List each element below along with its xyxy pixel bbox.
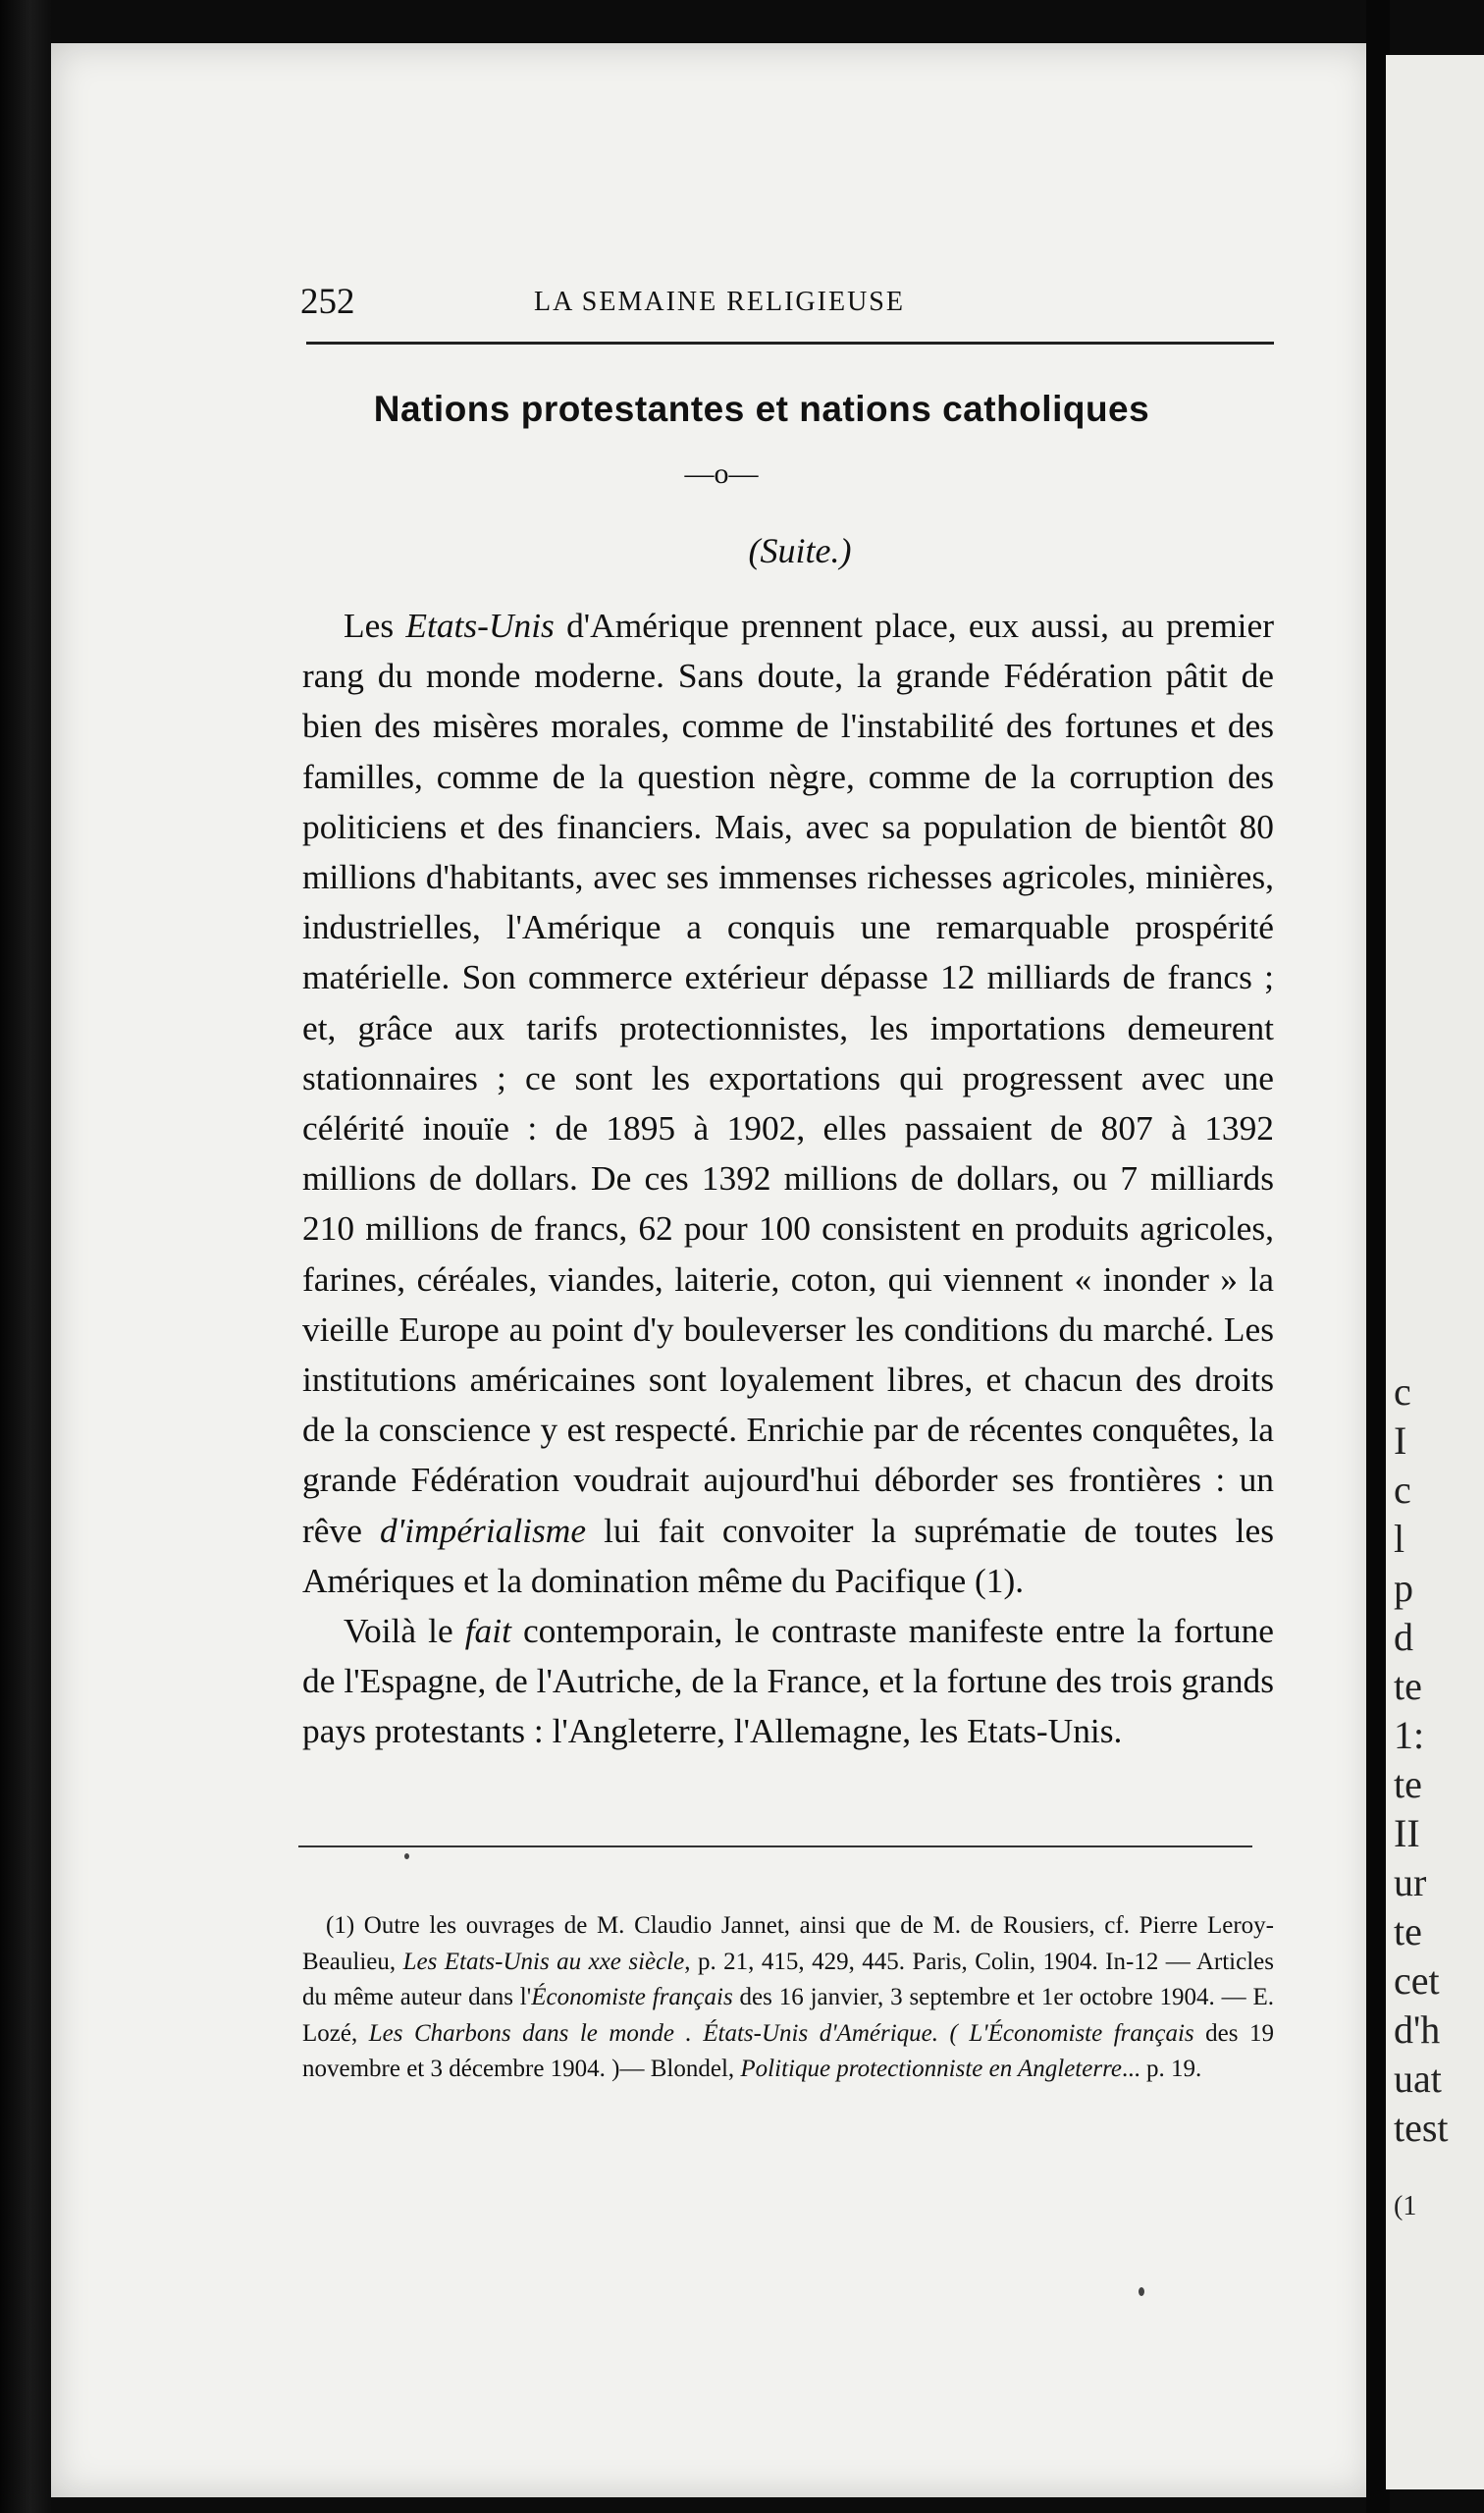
facing-page-text: p	[1394, 1566, 1413, 1610]
facing-page-text: 1:	[1394, 1713, 1425, 1757]
facing-page-text: l	[1394, 1517, 1405, 1561]
facing-page-text: te	[1394, 1664, 1422, 1708]
article-body	[302, 601, 1274, 1757]
text-run: d'Amérique prennent place, eux aussi, au premier rang du monde moderne. Sans doute, la grande Fédération pâtit de bien des misères morales, comme de l'instabilité des fortunes et des familles, comme de la question nègre, comme de la corruption des politiciens et des financiers. Mais, avec sa population de bientôt 80 millions d'habitants, avec ses immenses richesses agricoles, minières, industrielles, l'Amérique a conquis une remarquable prospérité matérielle. Son commerce extérieur dépasse 12 milliards de francs ; et, grâce aux tarifs protectionnistes, les importations demeurent stationnaires ; ce sont les exportations qui progressent avec une célérité inouïe : de 1895 à 1902, elles passaient de 807 à 1392 millions de dollars. De ces 1392 millions de dollars, ou 7 milliards 210 millions de francs, 62 pour 100 consistent en produits agricoles, farines, céréales, viandes, laiterie, coton, qui viennent « inonder » la vieille Europe au point d'y bouleverser les conditions du marché. Les institutions américaines sont loyalement libres, et chacun des droits de la conscience y est respecté. Enrichie par de récentes conquêtes, la grande Fédération voudrait aujourd'hui déborder ses frontières : un rêve	[302, 606, 1274, 1550]
page-header	[249, 281, 1278, 330]
italic-text: Etats-Unis	[405, 606, 555, 645]
scan-left-edge	[0, 0, 51, 2513]
header-rule	[306, 342, 1274, 345]
text-run: Voilà le	[344, 1611, 465, 1651]
italic-text: Économiste français	[531, 1984, 733, 2010]
facing-page-text: I	[1394, 1418, 1407, 1463]
italic-text: d'impérialisme	[379, 1510, 587, 1550]
facing-page-footnote: (1	[1394, 2191, 1417, 2221]
text-run: Les	[344, 606, 406, 645]
title-ornament: —o—	[684, 457, 759, 490]
text-run: des 19 novembre et 3 décembre 1904. )— Blondel,	[302, 2019, 1274, 2082]
facing-page-text: te	[1394, 1762, 1422, 1806]
footnote-1	[302, 1908, 1274, 2088]
footnotes	[302, 1908, 1274, 2088]
footnote-rule	[298, 1845, 1252, 1847]
text-run: (1) Outre les ouvrages de M. Claudio Jannet, ainsi que de M. de Rousiers, cf. Pierre Leroy-Beaulieu,	[302, 1912, 1274, 1975]
scan-speck	[1139, 2287, 1144, 2296]
facing-page-text: d'h	[1394, 2007, 1441, 2052]
facing-page-text: cet	[1394, 1958, 1440, 2003]
facing-page-text: II	[1394, 1811, 1420, 1855]
facing-page-fragment	[1386, 55, 1484, 2489]
paragraph	[302, 1606, 1274, 1757]
text-run: contemporain, le contraste manifeste entre la fortune de l'Espagne, de l'Autriche, de la France, et la fortune des trois grands pays protestants : l'Angleterre, l'Allemagne, les Etats-Unis.	[302, 1611, 1274, 1751]
text-run: ... p. 19.	[1121, 2056, 1202, 2082]
article-title: Nations protestantes et nations catholiques	[373, 389, 1150, 429]
page-number: 252	[300, 282, 355, 322]
text-run: des 16 janvier, 3 septembre et 1er octobre 1904. — E. Lozé,	[302, 1984, 1274, 2047]
facing-page-text: te	[1394, 1909, 1422, 1953]
facing-page-text: c	[1394, 1369, 1411, 1414]
text-run: lui fait convoiter la suprématie de toutes les Amériques et la domination même du Pacifique (1).	[302, 1510, 1274, 1600]
running-title: LA SEMAINE RELIGIEUSE	[534, 287, 905, 317]
italic-text: Les Etats-Unis au xxe siècle	[402, 1948, 685, 1975]
text-run: , p. 21, 415, 429, 445. Paris, Colin, 1904. In-12 — Articles du même auteur dans l'	[302, 1948, 1274, 2010]
italic-text: Politique protectionniste en Angleterre	[740, 2056, 1122, 2082]
facing-page-text: uat	[1394, 2057, 1442, 2101]
continuation-label: (Suite.)	[748, 531, 852, 570]
facing-page-text: test	[1394, 2106, 1449, 2150]
facing-page-text: d	[1394, 1615, 1413, 1659]
italic-text: fait	[464, 1611, 511, 1651]
facing-page-text: c	[1394, 1468, 1411, 1512]
paragraph	[302, 601, 1274, 1606]
italic-text: Les Charbons dans le monde . États-Unis d'Amérique. ( L'Économiste français	[368, 2019, 1194, 2047]
scan-speck	[404, 1853, 409, 1859]
facing-page-text: ur	[1394, 1860, 1427, 1904]
